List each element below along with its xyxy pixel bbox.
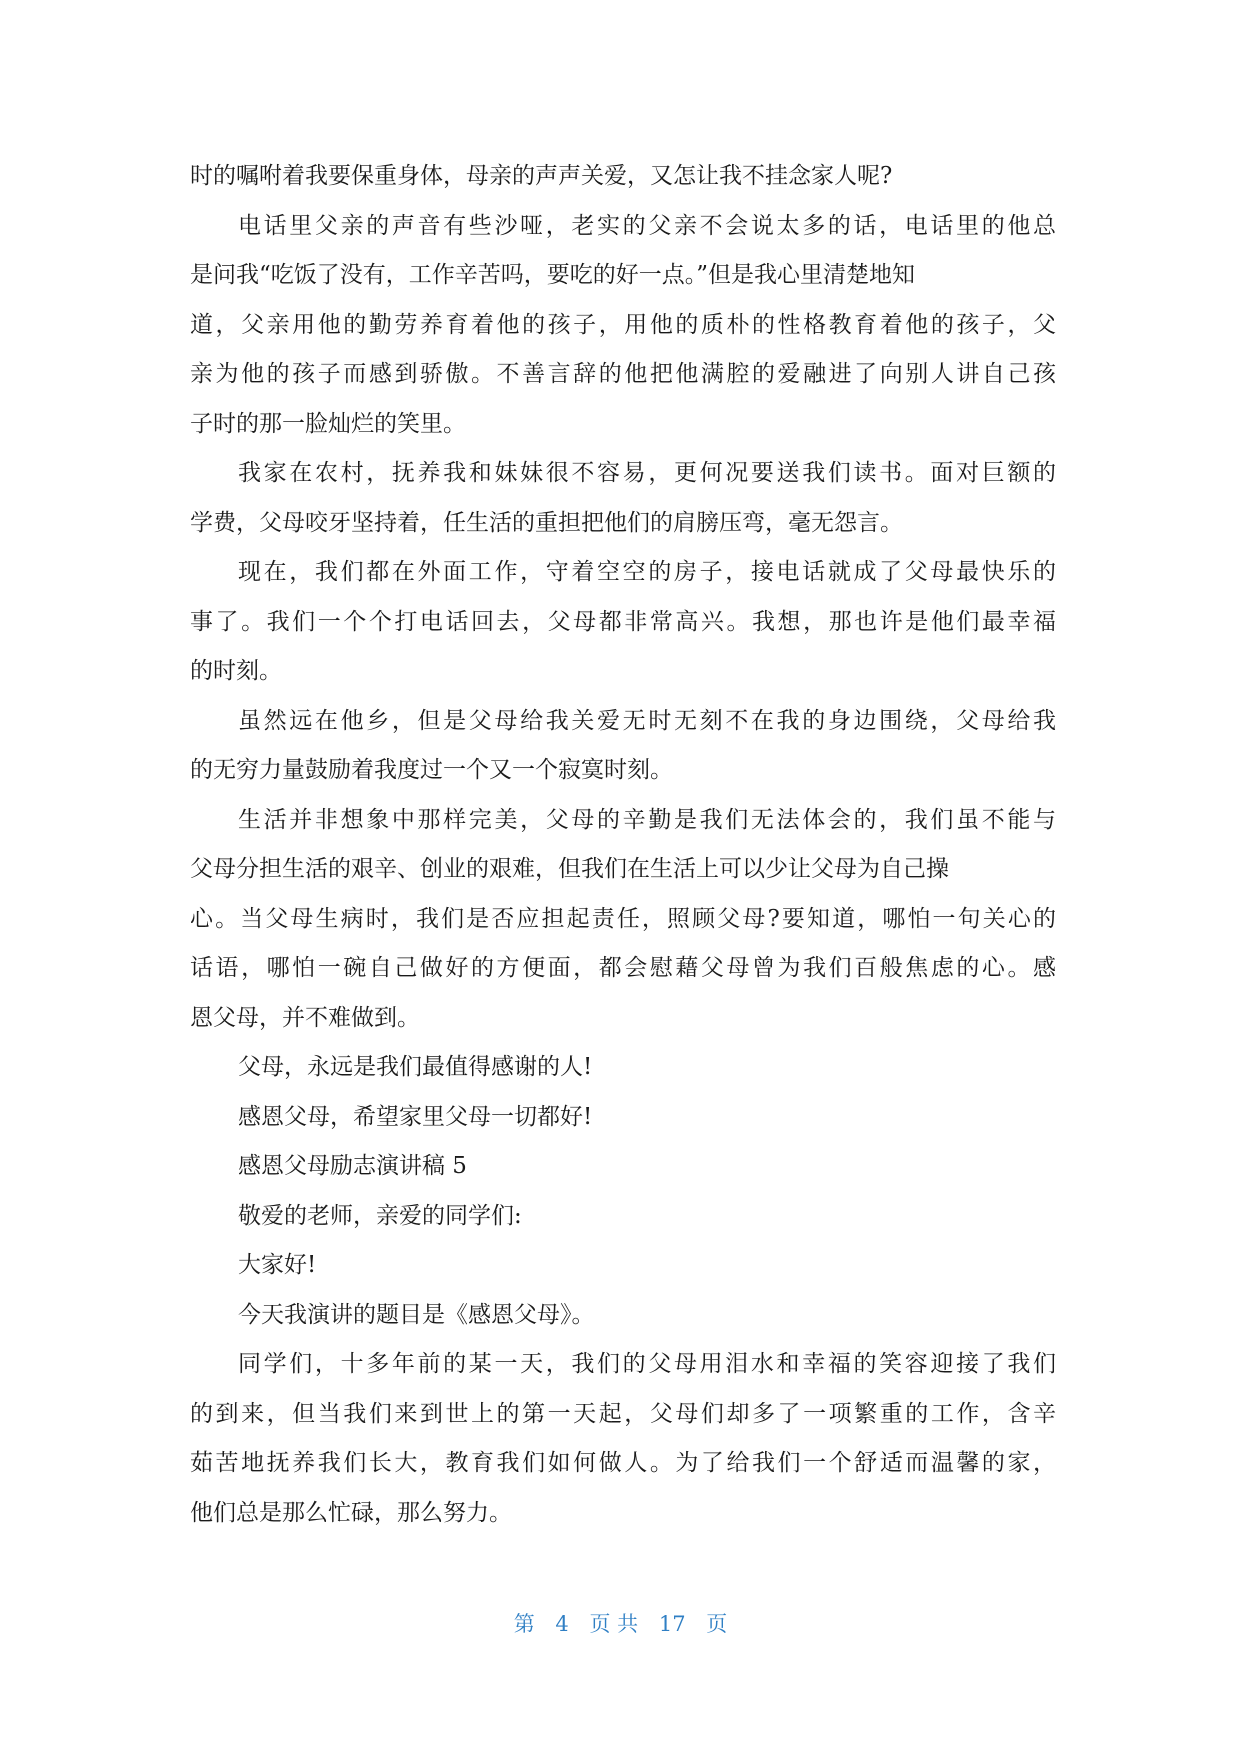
text-line: 的时刻。 bbox=[190, 658, 282, 684]
text-line: 父母，永远是我们最值得感谢的人! bbox=[238, 1054, 593, 1080]
text-line: 现在，我们都在外面工作，守着空空的房子，接电话就成了父母最快乐的 bbox=[238, 559, 1056, 585]
current-page-number: 4 bbox=[555, 1612, 569, 1636]
text-line: 电话里父亲的声音有些沙哑，老实的父亲不会说太多的话，电话里的他总 bbox=[238, 212, 1056, 239]
text-line: 的无穷力量鼓励着我度过一个又一个寂寞时刻。 bbox=[190, 757, 673, 783]
text-line: 同学们，十多年前的某一天，我们的父母用泪水和幸福的笑容迎接了我们 bbox=[238, 1351, 1056, 1377]
text-line: 是问我“吃饭了没有，工作辛苦吗，要吃的好一点。”但是我心里清楚地知 bbox=[190, 262, 916, 288]
text-line: 时的嘱咐着我要保重身体，母亲的声声关爱，又怎让我不挂念家人呢? bbox=[190, 163, 893, 189]
text-line: 恩父母，并不难做到。 bbox=[190, 1004, 420, 1031]
text-line: 他们总是那么忙碌，那么努力。 bbox=[190, 1499, 512, 1526]
text-line: 感恩父母励志演讲稿 5 bbox=[238, 1153, 467, 1179]
document-body bbox=[190, 152, 1056, 1538]
text-line: 事了。我们一个个打电话回去，父母都非常高兴。我想，那也许是他们最幸福 bbox=[190, 608, 1056, 635]
text-line: 敬爱的老师，亲爱的同学们: bbox=[238, 1202, 522, 1229]
text-line: 亲为他的孩子而感到骄傲。不善言辞的他把他满腔的爱融进了向别人讲自己孩 bbox=[190, 361, 1056, 387]
text-line: 父母分担生活的艰辛、创业的艰难，但我们在生活上可以少让父母为自己操 bbox=[190, 856, 949, 882]
footer-middle: 页 共 bbox=[589, 1612, 639, 1636]
text-line: 生活并非想象中那样完美，父母的辛勤是我们无法体会的，我们虽不能与 bbox=[238, 806, 1056, 833]
text-line: 大家好! bbox=[238, 1252, 317, 1278]
footer-suffix: 页 bbox=[706, 1612, 728, 1636]
page-footer bbox=[0, 1608, 1241, 1638]
total-page-count: 17 bbox=[658, 1612, 686, 1636]
text-line: 道，父亲用他的勤劳养育着他的孩子，用他的质朴的性格教育着他的孩子，父 bbox=[190, 311, 1056, 338]
text-line: 心。当父母生病时，我们是否应担起责任，照顾父母?要知道，哪怕一句关心的 bbox=[190, 905, 1056, 932]
text-line: 子时的那一脸灿烂的笑里。 bbox=[190, 410, 466, 437]
text-line: 茹苦地抚养我们长大，教育我们如何做人。为了给我们一个舒适而温馨的家， bbox=[190, 1450, 1056, 1476]
footer-prefix: 第 bbox=[513, 1612, 535, 1636]
text-line: 今天我演讲的题目是《感恩父母》。 bbox=[238, 1301, 595, 1328]
text-line: 学费，父母咬牙坚持着，任生活的重担把他们的肩膀压弯，毫无怨言。 bbox=[190, 509, 903, 536]
text-line: 话语，哪怕一碗自己做好的方便面，都会慰藉父母曾为我们百般焦虑的心。感 bbox=[190, 955, 1056, 981]
text-line: 虽然远在他乡，但是父母给我关爱无时无刻不在我的身边围绕，父母给我 bbox=[238, 707, 1056, 734]
text-line: 感恩父母，希望家里父母一切都好! bbox=[238, 1103, 593, 1130]
text-line: 我家在农村，抚养我和妹妹很不容易，更何况要送我们读书。面对巨额的 bbox=[238, 460, 1056, 486]
text-line: 的到来，但当我们来到世上的第一天起，父母们却多了一项繁重的工作，含辛 bbox=[190, 1400, 1056, 1427]
